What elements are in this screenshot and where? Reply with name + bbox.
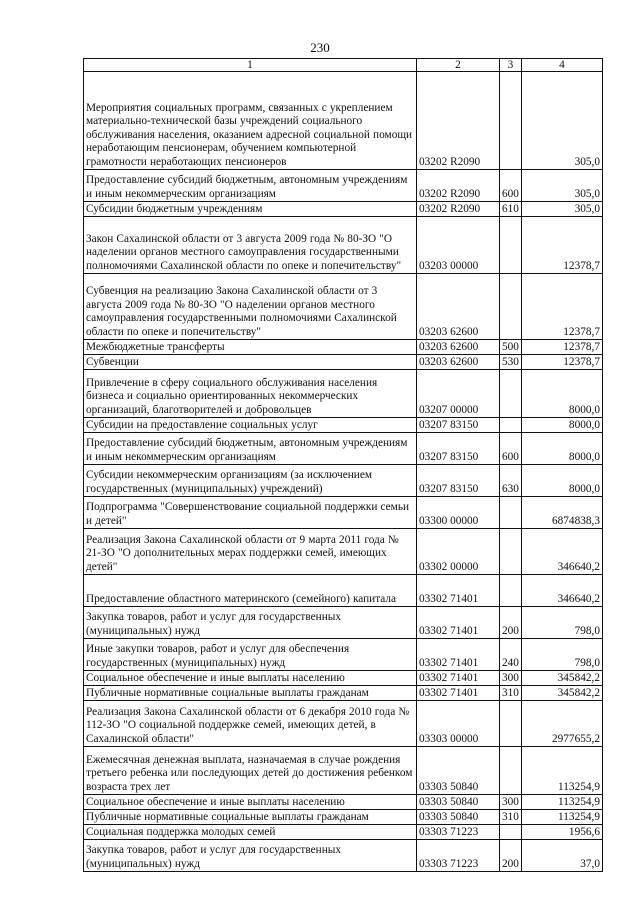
row-expense-type: 600	[500, 433, 522, 465]
row-code: 03302 71401	[417, 575, 500, 607]
table-row	[84, 370, 603, 418]
row-name: Реализация Закона Сахалинской области от 9 марта 2011 года № 21-ЗО "О дополнительных мерах поддержки семей, имеющих детей"	[84, 529, 417, 575]
row-amount: 798,0	[522, 639, 603, 671]
row-expense-type	[500, 274, 522, 340]
row-amount: 12378,7	[522, 355, 603, 370]
row-amount: 113254,9	[522, 747, 603, 795]
row-name: Мероприятия социальных программ, связанных с укреплением материально-технической базы учреждений социального обслуживания населения, оказанием адресной социальной помощи неработающим пенсионерам, обучением компьютерной грамотности неработающих пенсионеров	[84, 72, 417, 170]
row-name: Субвенция на реализацию Закона Сахалинской области от 3 августа 2009 года № 80-ЗО "О наделении органов местного самоуправления государственными полномочиями Сахалинской области по опеке и попечительству"	[84, 274, 417, 340]
table-row	[84, 465, 603, 497]
page-number: 230	[310, 40, 330, 55]
row-name: Межбюджетные трансферты	[84, 340, 417, 355]
row-amount: 1956,6	[522, 825, 603, 840]
row-name: Субсидии некоммерческим организациям (за исключением государственных (муниципальных) учреждений)	[84, 465, 417, 497]
row-name: Социальное обеспечение и иные выплаты населению	[84, 671, 417, 686]
row-name: Публичные нормативные социальные выплаты гражданам	[84, 810, 417, 825]
row-name: Публичные нормативные социальные выплаты гражданам	[84, 686, 417, 701]
row-expense-type	[500, 72, 522, 170]
row-amount: 305,0	[522, 202, 603, 217]
table-row	[84, 825, 603, 840]
table-row	[84, 575, 603, 607]
row-amount: 113254,9	[522, 810, 603, 825]
row-amount: 346640,2	[522, 529, 603, 575]
table-row	[84, 810, 603, 825]
column-header-2: 2	[417, 59, 500, 72]
table-row	[84, 607, 603, 639]
row-amount: 8000,0	[522, 465, 603, 497]
row-code: 03303 71223	[417, 825, 500, 840]
row-name: Субсидии на предоставление социальных услуг	[84, 418, 417, 433]
row-code: 03302 71401	[417, 671, 500, 686]
row-amount: 346640,2	[522, 575, 603, 607]
table-row	[84, 529, 603, 575]
row-name: Закупка товаров, работ и услуг для государственных (муниципальных) нужд	[84, 840, 417, 872]
row-amount: 12378,7	[522, 340, 603, 355]
row-name: Иные закупки товаров, работ и услуг для обеспечения государственных (муниципальных) нужд	[84, 639, 417, 671]
row-code: 03203 62600	[417, 340, 500, 355]
row-name: Привлечение в сферу социального обслуживания населения бизнеса и социально ориентированных некоммерческих организаций, благотворителей и добровольцев	[84, 370, 417, 418]
row-expense-type	[500, 701, 522, 747]
row-code: 03207 83150	[417, 433, 500, 465]
table-row	[84, 840, 603, 872]
row-expense-type: 240	[500, 639, 522, 671]
row-expense-type: 600	[500, 170, 522, 202]
row-code: 03207 83150	[417, 465, 500, 497]
row-amount: 305,0	[522, 72, 603, 170]
row-code: 03303 50840	[417, 810, 500, 825]
table-row	[84, 355, 603, 370]
row-expense-type	[500, 217, 522, 274]
row-amount: 8000,0	[522, 433, 603, 465]
row-code: 03303 71223	[417, 840, 500, 872]
row-code: 03302 71401	[417, 607, 500, 639]
row-amount: 12378,7	[522, 217, 603, 274]
row-name: Предоставление областного материнского (семейного) капитала	[84, 575, 417, 607]
table-row	[84, 671, 603, 686]
row-code: 03302 00000	[417, 529, 500, 575]
row-code: 03202 R2090	[417, 202, 500, 217]
row-amount: 798,0	[522, 607, 603, 639]
row-amount: 8000,0	[522, 370, 603, 418]
column-header-4: 4	[522, 59, 603, 72]
row-amount: 6874838,3	[522, 497, 603, 529]
row-expense-type	[500, 497, 522, 529]
table-row	[84, 72, 603, 170]
row-code: 03303 00000	[417, 701, 500, 747]
table-row	[84, 202, 603, 217]
row-name: Подпрограмма "Совершенствование социальной поддержки семьи и детей"	[84, 497, 417, 529]
row-code: 03303 50840	[417, 795, 500, 810]
column-header-1: 1	[84, 59, 417, 72]
row-expense-type	[500, 529, 522, 575]
row-name: Ежемесячная денежная выплата, назначаемая в случае рождения третьего ребенка или последующих детей до достижения ребенком возраста трех лет	[84, 747, 417, 795]
column-header-3: 3	[500, 59, 522, 72]
row-amount: 305,0	[522, 170, 603, 202]
row-name: Социальное обеспечение и иные выплаты населению	[84, 795, 417, 810]
row-name: Предоставление субсидий бюджетным, автономным учреждениям и иным некоммерческим организациям	[84, 170, 417, 202]
table-row	[84, 639, 603, 671]
row-amount: 12378,7	[522, 274, 603, 340]
row-amount: 37,0	[522, 840, 603, 872]
row-code: 03203 00000	[417, 217, 500, 274]
row-amount: 345842,2	[522, 686, 603, 701]
row-code: 03302 71401	[417, 686, 500, 701]
row-expense-type: 310	[500, 686, 522, 701]
row-expense-type: 630	[500, 465, 522, 497]
row-expense-type	[500, 575, 522, 607]
row-expense-type: 300	[500, 671, 522, 686]
table-row	[84, 686, 603, 701]
table-row	[84, 340, 603, 355]
row-expense-type	[500, 825, 522, 840]
row-expense-type: 500	[500, 340, 522, 355]
table-row	[84, 497, 603, 529]
row-code: 03300 00000	[417, 497, 500, 529]
row-expense-type	[500, 747, 522, 795]
row-expense-type: 200	[500, 840, 522, 872]
row-name: Закон Сахалинской области от 3 августа 2009 года № 80-ЗО "О наделении органов местного самоуправления государственными полномочиями Сахалинской области по опеке и попечительству"	[84, 217, 417, 274]
table-row	[84, 795, 603, 810]
row-name: Предоставление субсидий бюджетным, автономным учреждениям и иным некоммерческим организациям	[84, 433, 417, 465]
budget-table	[83, 58, 603, 872]
row-code: 03202 R2090	[417, 170, 500, 202]
row-expense-type: 610	[500, 202, 522, 217]
row-code: 03203 62600	[417, 355, 500, 370]
row-name: Реализация Закона Сахалинской области от 6 декабря 2010 года № 112-ЗО "О социальной поддержке семей, имеющих детей, в Сахалинской области"	[84, 701, 417, 747]
row-name: Социальная поддержка молодых семей	[84, 825, 417, 840]
row-expense-type: 200	[500, 607, 522, 639]
row-code: 03202 R2090	[417, 72, 500, 170]
row-amount: 113254,9	[522, 795, 603, 810]
row-name: Закупка товаров, работ и услуг для государственных (муниципальных) нужд	[84, 607, 417, 639]
row-code: 03207 00000	[417, 370, 500, 418]
row-code: 03302 71401	[417, 639, 500, 671]
table-row	[84, 217, 603, 274]
row-amount: 345842,2	[522, 671, 603, 686]
table-row	[84, 170, 603, 202]
table-row	[84, 274, 603, 340]
row-expense-type	[500, 418, 522, 433]
row-expense-type	[500, 370, 522, 418]
row-code: 03303 50840	[417, 747, 500, 795]
row-expense-type: 530	[500, 355, 522, 370]
table-row	[84, 747, 603, 795]
row-code: 03207 83150	[417, 418, 500, 433]
table-row	[84, 418, 603, 433]
row-name: Субвенции	[84, 355, 417, 370]
row-expense-type: 310	[500, 810, 522, 825]
budget-table-body	[84, 59, 603, 872]
row-amount: 8000,0	[522, 418, 603, 433]
table-row	[84, 701, 603, 747]
row-expense-type: 300	[500, 795, 522, 810]
table-row	[84, 433, 603, 465]
header-row	[84, 59, 603, 72]
row-amount: 2977655,2	[522, 701, 603, 747]
row-name: Субсидии бюджетным учреждениям	[84, 202, 417, 217]
row-code: 03203 62600	[417, 274, 500, 340]
